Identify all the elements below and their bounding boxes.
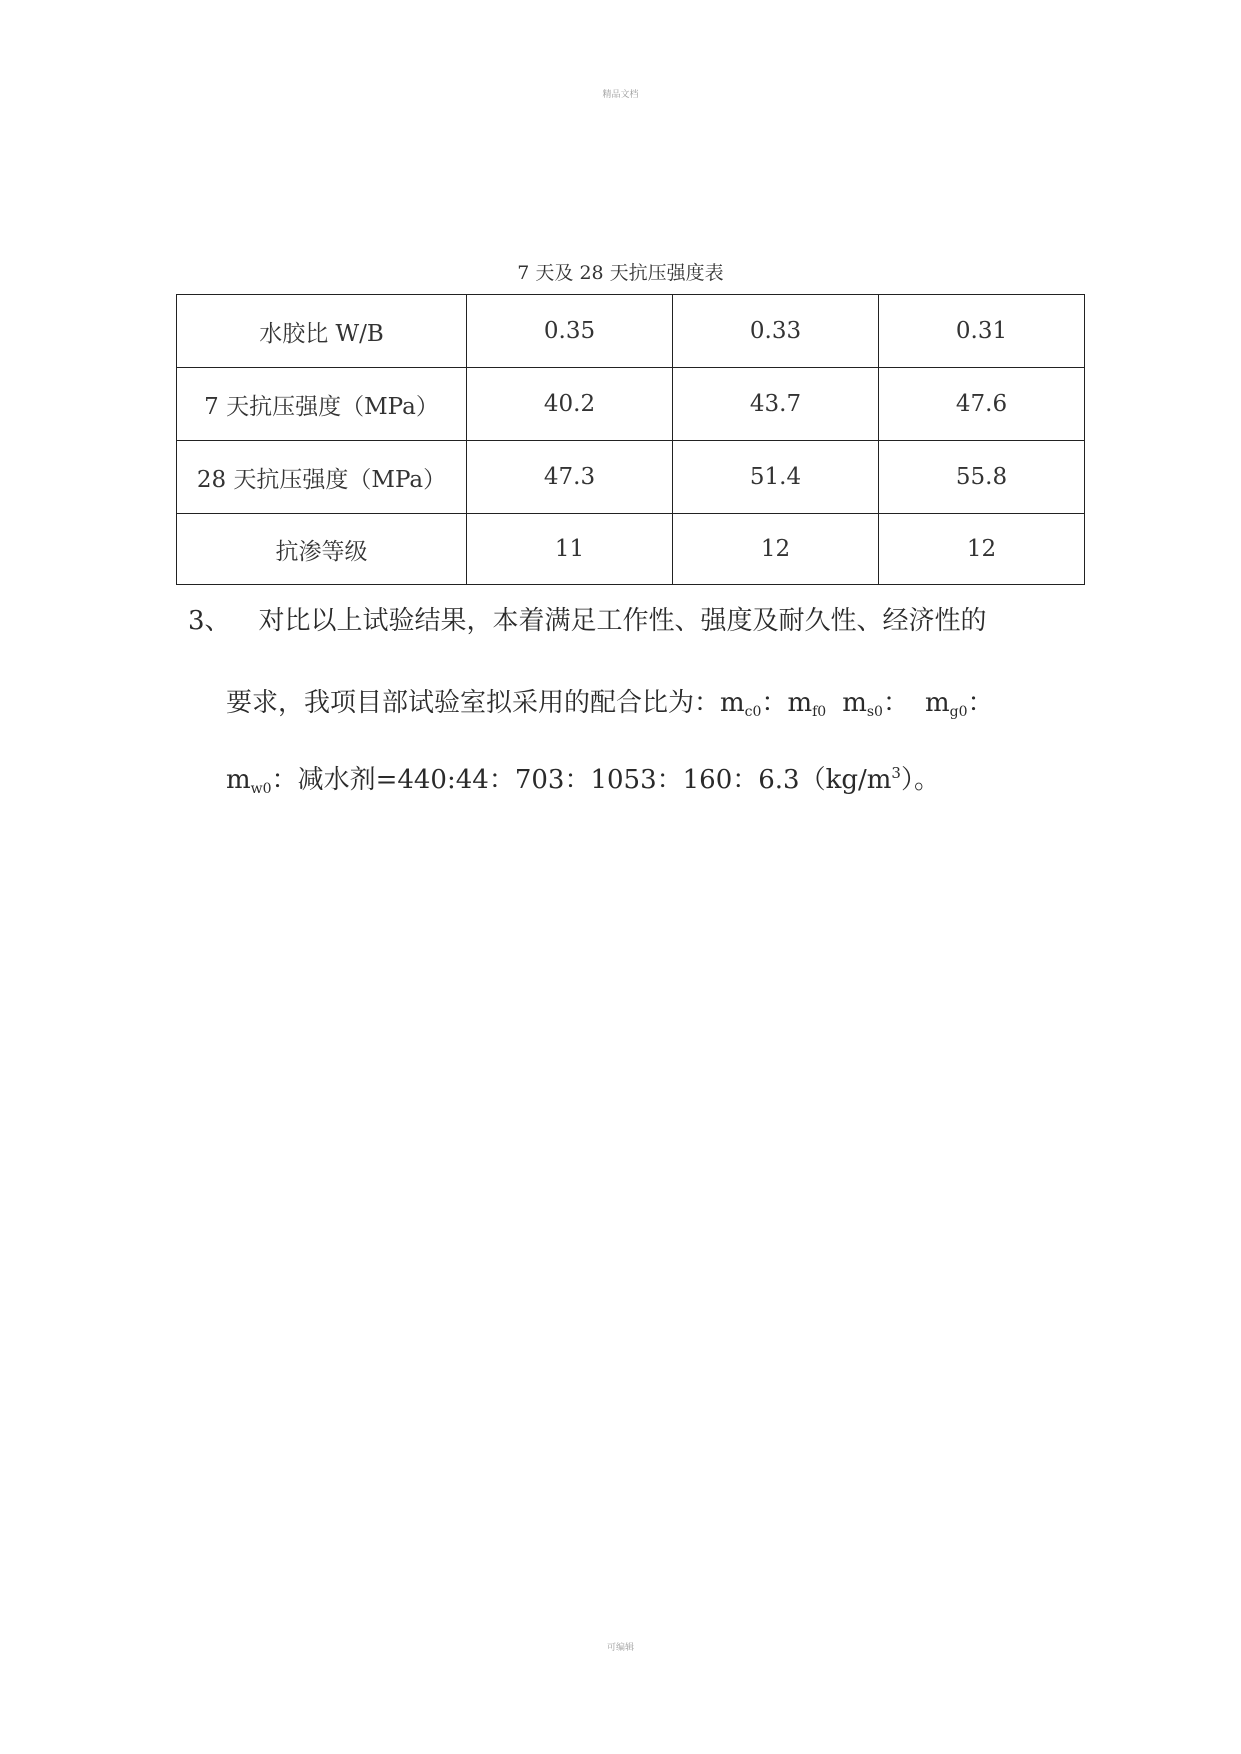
colon: ：	[882, 688, 909, 718]
header-watermark: 精品文档	[602, 90, 639, 100]
symbol-m: m	[720, 688, 745, 718]
colon: ：	[967, 688, 994, 718]
table-cell: 0.35	[467, 295, 673, 368]
table-cell: 47.6	[879, 368, 1085, 441]
table-caption: 7 天及 28 天抗压强度表	[517, 262, 724, 284]
table-row	[177, 441, 1085, 514]
paragraph-text: 要求，我项目部试验室拟采用的配合比为：	[226, 688, 721, 718]
subscript: w0	[250, 781, 272, 797]
mix-ratio-text: 减水剂=440:44：703：1053：160：6.3（kg/m	[297, 765, 892, 795]
colon: ：	[271, 765, 298, 795]
paragraph-line	[226, 690, 994, 719]
table-cell: 12	[673, 514, 879, 585]
superscript: 3	[891, 764, 901, 782]
item-number: 3、	[188, 606, 231, 636]
table-row	[177, 295, 1085, 368]
table-cell: 0.31	[879, 295, 1085, 368]
table-cell: 11	[467, 514, 673, 585]
paragraph-line	[226, 766, 940, 796]
paragraph-text: ）。	[900, 765, 940, 795]
subscript: c0	[744, 704, 762, 720]
table-cell: 55.8	[879, 441, 1085, 514]
symbol-m: m	[226, 765, 251, 795]
row-label: 28 天抗压强度（MPa）	[177, 441, 467, 514]
row-label: 抗渗等级	[177, 514, 467, 585]
paragraph-text: 对比以上试验结果，本着满足工作性、强度及耐久性、经济性的	[258, 606, 987, 636]
subscript: g0	[949, 704, 968, 720]
table-row	[177, 368, 1085, 441]
symbol-m: m	[787, 688, 813, 718]
colon: ：	[761, 688, 788, 718]
table-cell: 43.7	[673, 368, 879, 441]
symbol-m: m	[924, 688, 950, 718]
table-cell: 12	[879, 514, 1085, 585]
symbol-m: m	[842, 688, 867, 718]
row-label: 7 天抗压强度（MPa）	[177, 368, 467, 441]
subscript: s0	[866, 704, 883, 720]
table-cell: 40.2	[467, 368, 673, 441]
subscript: f0	[812, 704, 827, 720]
row-label: 水胶比 W/B	[177, 295, 467, 368]
paragraph-line	[188, 608, 987, 634]
table-cell: 51.4	[673, 441, 879, 514]
footer-watermark: 可编辑	[606, 1643, 634, 1653]
table-cell: 0.33	[673, 295, 879, 368]
table-row	[177, 514, 1085, 585]
table-cell: 47.3	[467, 441, 673, 514]
strength-table	[176, 294, 1085, 585]
